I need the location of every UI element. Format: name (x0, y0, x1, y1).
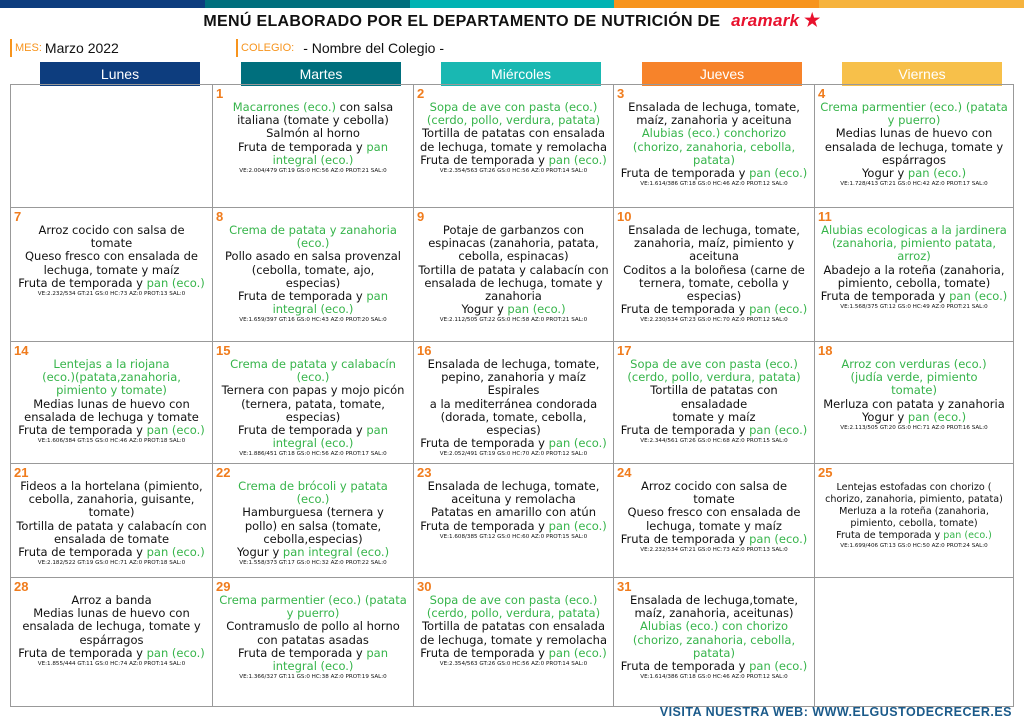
menu-line: Alubias ecologicas a la jardinera (821, 223, 1007, 237)
day-number: 17 (617, 343, 632, 358)
menu-line: aceituna y remolacha (451, 492, 576, 507)
menu-line: (eco.)(patata,zanahoria, (42, 370, 181, 385)
menu-line: maíz, zanahoria y aceituna (636, 113, 792, 128)
day-cell (614, 208, 815, 342)
menu-line: Merluza a la roteña (zanahoria, (839, 506, 989, 517)
menu-line: Coditos a la boloñesa (carne de (623, 262, 805, 277)
menu-line: integral (eco.) (272, 659, 354, 674)
menu-line: Yogur y pan (eco.) (461, 302, 566, 317)
menu-line: Sopa de ave con pasta (eco.) (630, 357, 798, 371)
menu-line: Contramuslo de pollo al horno (226, 619, 400, 634)
menu-text (417, 480, 610, 541)
day-number: 2 (417, 86, 425, 101)
menu-line: Queso fresco con ensalada de (627, 505, 801, 520)
menu-line: integral (eco.) (272, 436, 354, 451)
menu-line: Ensalada de lechuga, tomate, (427, 479, 600, 493)
day-cell (815, 85, 1014, 208)
menu-line: (eco.) (296, 236, 330, 251)
nutrition-info: VE:2.230/534 GT:23 GS:0 HC:70 AZ:0 PROT:12 SAL:0 (640, 317, 788, 324)
day-number: 22 (216, 465, 231, 480)
menu-line: tomate) (88, 505, 135, 520)
menu-text (818, 482, 1010, 550)
day-cell (614, 85, 815, 208)
day-cell (10, 208, 213, 342)
menu-line: Fruta de temporada y pan (eco.) (820, 289, 1008, 304)
day-number: 3 (617, 86, 625, 101)
day-cell (213, 578, 414, 707)
menu-line: (eco.) (296, 492, 330, 507)
day-number: 8 (216, 209, 224, 224)
menu-line: pimiento, cebolla, tomate) (850, 518, 978, 529)
menu-line: especias) (285, 409, 341, 424)
weekday-lunes: Lunes (40, 62, 200, 86)
nutrition-info: VE:1.886/451 GT:18 GS:0 HC:56 AZ:0 PROT:17 SAL:0 (239, 451, 387, 458)
weekday-martes: Martes (241, 62, 401, 86)
nutrition-info: VE:1.568/375 GT:12 GS:0 HC:49 AZ:0 PROT:21 SAL:0 (840, 304, 988, 311)
day-cell (614, 464, 815, 578)
menu-line: de lechuga, tomate y remolacha (419, 139, 608, 154)
menu-line: Ensalada de lechuga, tomate, (628, 223, 800, 237)
weekday-miércoles: Miércoles (441, 62, 601, 86)
menu-line: aceituna (689, 249, 739, 264)
menu-line: especias) (486, 423, 541, 438)
menu-line: Fruta de temporada y pan (eco.) (620, 166, 808, 181)
menu-line: zanahoria (485, 289, 542, 304)
menu-text (216, 480, 410, 567)
menu-text (617, 224, 811, 324)
menu-text (417, 101, 610, 175)
menu-text (216, 594, 410, 681)
menu-line: (dorada, tomate, cebolla, (440, 409, 587, 424)
menu-line: Fruta de temporada y pan (eco.) (620, 659, 808, 674)
menu-line: a la mediterránea condorada (429, 396, 598, 411)
mes-field (10, 38, 230, 58)
day-cell (10, 464, 213, 578)
weekday-header (0, 62, 1024, 86)
menu-line: pepino, zanahoria y maíz Espirales (441, 370, 586, 398)
menu-line: (judía verde, pimiento (850, 370, 978, 385)
weekday-viernes: Viernes (842, 62, 1002, 86)
menu-line: (chorizo, zanahoria, cebolla, (632, 632, 796, 647)
weekday-jueves: Jueves (642, 62, 802, 86)
colegio-field (236, 38, 1016, 58)
menu-line: espinacas (zanahoria, patata, (428, 236, 599, 251)
colegio-label: COLEGIO: (236, 39, 294, 57)
menu-line: (cebolla, tomate, ajo, (251, 262, 375, 277)
day-cell (213, 85, 414, 208)
menu-line: Ensalada de lechuga,tomate, (629, 593, 799, 607)
day-cell (815, 464, 1014, 578)
menu-line: pimiento, cebolla, tomate) (837, 275, 991, 290)
menu-text (818, 101, 1010, 188)
nutrition-info: VE:1.659/397 GT:16 GS:0 HC:43 AZ:0 PROT:20 SAL:0 (239, 317, 387, 324)
menu-line: Ensalada de lechuga, tomate, (427, 357, 600, 371)
menu-line: de lechuga, tomate y remolacha (419, 632, 608, 647)
day-number: 30 (417, 579, 432, 594)
menu-text (617, 101, 811, 188)
menu-line: y puerro) (286, 606, 340, 621)
nutrition-info: VE:2.004/479 GT:19 GS:0 HC:56 AZ:0 PROT:21 SAL:0 (239, 168, 387, 175)
menu-line: Salmón al horno (266, 126, 360, 141)
day-number: 23 (417, 465, 432, 480)
nutrition-info: VE:2.232/534 GT:21 GS:0 HC:73 AZ:0 PROT:13 SAL:0 (640, 547, 788, 554)
menu-text (818, 358, 1010, 432)
menu-line: chorizo, zanahoria, pimiento, patata) (825, 494, 1003, 505)
top-color-bar (0, 0, 1024, 8)
menu-line: Alubias (eco.) con chorizo (639, 619, 788, 634)
menu-line: Merluza con patata y zanahoria (823, 396, 1005, 411)
menu-line: cebolla, zanahoria, guisante, (28, 492, 195, 507)
menu-line: Fruta de temporada y pan (eco.) (620, 423, 808, 438)
day-cell (815, 578, 1014, 707)
day-number: 9 (417, 209, 425, 224)
menu-line: Fruta de temporada y pan (eco.) (420, 518, 607, 533)
top-color-segment (614, 0, 819, 8)
menu-line: ensalada de lechuga, tomate y (824, 139, 1004, 154)
day-number: 21 (14, 465, 29, 480)
menu-line: tomate y maíz (672, 409, 756, 424)
menu-line: Fruta de temporada y pan (237, 423, 389, 438)
menu-line: Abadejo a la roteña (zanahoria, (823, 262, 1005, 277)
menu-line: patata) (693, 645, 735, 660)
day-number: 25 (818, 465, 833, 480)
menu-line: Arroz cocido con salsa de (38, 223, 185, 237)
menu-line: italiana (tomate y cebolla) (237, 113, 389, 128)
day-cell (815, 208, 1014, 342)
day-number: 28 (14, 579, 29, 594)
menu-text (617, 594, 811, 681)
menu-line: Crema parmentier (eco.) (patata (820, 100, 1008, 114)
nutrition-info: VE:1.855/444 GT:11 GS:0 HC:74 AZ:0 PROT:14 SAL:0 (37, 661, 186, 668)
menu-text (417, 594, 610, 668)
day-cell (414, 342, 614, 464)
nutrition-info: VE:1.366/327 GT:11 GS:0 HC:38 AZ:0 PROT:19 SAL:0 (239, 674, 387, 681)
menu-text (14, 594, 209, 668)
menu-line: Fruta de temporada y pan (eco.) (420, 645, 607, 660)
menu-line: Fruta de temporada y pan (eco.) (836, 530, 992, 541)
menu-line: Fruta de temporada y pan (eco.) (18, 645, 205, 660)
menu-line: Fruta de temporada y pan (237, 645, 389, 660)
day-cell (614, 578, 815, 707)
menu-line: Fruta de temporada y pan (eco.) (620, 531, 808, 546)
day-number: 16 (417, 343, 432, 358)
day-number: 18 (818, 343, 833, 358)
menu-line: (zanahoria, pimiento patata, (831, 236, 997, 251)
menu-text (216, 358, 410, 458)
menu-text (417, 358, 610, 458)
menu-line: lechuga, tomate y maíz (646, 518, 782, 533)
day-cell (213, 464, 414, 578)
nutrition-info: VE:2.344/561 GT:26 GS:0 HC:68 AZ:0 PROT:15 SAL:0 (640, 438, 788, 445)
menu-line: Crema de brócoli y patata (238, 479, 388, 493)
day-cell (213, 342, 414, 464)
menu-line: Macarrones (eco.) con salsa (232, 100, 394, 114)
menu-text (617, 480, 811, 554)
menu-line: cebolla, espinacas) (458, 249, 569, 264)
nutrition-info: VE:2.354/563 GT:26 GS:0 HC:56 AZ:0 PROT:14 SAL:0 (439, 661, 588, 668)
nutrition-info: VE:2.112/505 GT:22 GS:0 HC:58 AZ:0 PROT:21 SAL:0 (439, 317, 588, 324)
brand-logo: aramark (731, 11, 800, 30)
menu-line: Yogur y pan (eco.) (861, 166, 967, 181)
day-cell (414, 578, 614, 707)
menu-text (417, 224, 610, 324)
menu-line: tomate (90, 236, 133, 251)
menu-line: Potaje de garbanzos con (442, 223, 585, 237)
menu-line: Hamburguesa (ternera y (242, 505, 384, 520)
menu-line: Patatas en amarillo con atún (431, 505, 596, 520)
colegio-value: - Nombre del Colegio - (303, 40, 445, 56)
menu-line: con patatas asadas (257, 632, 369, 647)
day-number: 11 (818, 209, 832, 224)
nutrition-info: VE:2.232/534 GT:21 GS:0 HC:73 AZ:0 PROT:13 SAL:0 (37, 291, 186, 298)
menu-line: pimiento y tomate) (56, 383, 167, 398)
nutrition-info: VE:1.608/385 GT:12 GS:0 HC:60 AZ:0 PROT:15 SAL:0 (439, 533, 588, 540)
top-color-segment (410, 0, 615, 8)
menu-line: ensalada de lechuga, tomate y (22, 619, 201, 634)
page-title (0, 10, 1024, 38)
menu-line: Tortilla de patatas con ensaladade (650, 383, 778, 411)
nutrition-info: VE:1.614/386 GT:18 GS:0 HC:46 AZ:0 PROT:12 SAL:0 (640, 674, 788, 681)
menu-text (216, 101, 410, 175)
menu-line: Yogur y pan (eco.) (861, 409, 967, 424)
menu-line: (cerdo, pollo, verdura, patata) (426, 606, 601, 621)
nutrition-info: VE:1.614/386 GT:18 GS:0 HC:46 AZ:0 PROT:12 SAL:0 (640, 181, 788, 188)
nutrition-info: VE:1.606/384 GT:15 GS:0 HC:46 AZ:0 PROT:18 SAL:0 (37, 438, 186, 445)
nutrition-info: VE:1.558/373 GT:17 GS:0 HC:32 AZ:0 PROT:22 SAL:0 (239, 560, 387, 567)
menu-line: Ensalada de lechuga, tomate, (628, 100, 800, 114)
menu-text (617, 358, 811, 445)
day-number: 1 (216, 86, 224, 101)
menu-line: lechuga, tomate y maíz (43, 262, 180, 277)
nutrition-info: VE:1.699/406 GT:13 GS:0 HC:50 AZ:0 PROT:24 SAL:0 (840, 543, 988, 549)
menu-text (14, 480, 209, 567)
day-cell (414, 208, 614, 342)
menu-line: Alubias (eco.) conchorizo (641, 126, 787, 141)
nutrition-info: VE:2.182/522 GT:19 GS:0 HC:71 AZ:0 PROT:18 SAL:0 (37, 560, 186, 567)
menu-text (818, 224, 1010, 311)
menu-line: maíz, zanahoria, aceitunas) (634, 606, 794, 621)
menu-line: integral (eco.) (272, 302, 354, 317)
menu-line: Lentejas estofadas con chorizo ( (836, 482, 992, 493)
menu-line: espárragos (881, 152, 947, 167)
menu-text (216, 224, 410, 324)
top-color-segment (205, 0, 410, 8)
menu-line: Arroz cocido con salsa de (640, 479, 788, 493)
menu-line: Fruta de temporada y pan (237, 139, 389, 154)
menu-line: Medias lunas de huevo con (33, 606, 190, 621)
menu-line: Queso fresco con ensalada de (24, 249, 199, 264)
menu-line: Pollo asado en salsa provenzal (225, 249, 401, 264)
menu-line: (chorizo, zanahoria, cebolla, (632, 139, 796, 154)
menu-line: ensalada de lechuga, tomate y (424, 275, 603, 290)
menu-line: Tortilla de patatas con ensalada (421, 619, 606, 634)
menu-text (14, 358, 209, 445)
menu-line: Fruta de temporada y pan (eco.) (18, 423, 205, 438)
day-number: 14 (14, 343, 29, 358)
menu-line: Fruta de temporada y pan (eco.) (420, 152, 607, 167)
day-cell (815, 342, 1014, 464)
menu-line: especias) (686, 289, 742, 304)
menu-line: Tortilla de patata y calabacín con (418, 262, 609, 277)
menu-line: Tortilla de patata y calabacín con (16, 518, 207, 533)
menu-line: Lentejas a la riojana (53, 357, 170, 371)
menu-line: Fruta de temporada y pan (eco.) (18, 545, 205, 560)
menu-line: Sopa de ave con pasta (eco.) (429, 593, 598, 607)
menu-line: Sopa de ave con pasta (eco.) (429, 100, 598, 114)
day-number: 7 (14, 209, 22, 224)
menu-line: tomate) (891, 383, 937, 398)
menu-line: Crema parmentier (eco.) (patata (219, 593, 407, 607)
nutrition-info: VE:2.052/491 GT:19 GS:0 HC:70 AZ:0 PROT:12 SAL:0 (439, 451, 588, 458)
menu-line: Ternera con papas y mojo picón (221, 383, 405, 398)
menu-line: Fruta de temporada y pan (eco.) (18, 275, 205, 290)
day-number: 29 (216, 579, 231, 594)
day-number: 10 (617, 209, 632, 224)
menu-line: ensalada de lechuga y tomate (24, 409, 199, 424)
menu-line: integral (eco.) (272, 152, 354, 167)
day-cell (414, 464, 614, 578)
nutrition-info: VE:2.354/563 GT:26 GS:0 HC:56 AZ:0 PROT:14 SAL:0 (439, 168, 588, 175)
title-text: MENÚ ELABORADO POR EL DEPARTAMENTO DE NUTRICIÓN DE (203, 13, 721, 30)
menu-text (14, 224, 209, 298)
menu-line: Yogur y pan integral (eco.) (236, 545, 390, 560)
menu-calendar (10, 84, 1014, 706)
brand-star-icon: ★ (804, 10, 821, 30)
menu-line: Crema de patata y zanahoria (229, 223, 397, 237)
menu-line: (cerdo, pollo, verdura, patata) (426, 113, 601, 128)
mes-value: Marzo 2022 (44, 40, 119, 56)
top-color-segment (819, 0, 1024, 8)
day-number: 31 (617, 579, 632, 594)
mes-label: MES: (10, 39, 42, 57)
day-cell (10, 85, 213, 208)
menu-line: especias) (285, 275, 341, 290)
menu-line: Fideos a la hortelana (pimiento, (20, 479, 203, 493)
menu-line: Medias lunas de huevo con (33, 396, 190, 411)
menu-line: Fruta de temporada y pan (237, 289, 389, 304)
menu-line: (cerdo, pollo, verdura, patata) (627, 370, 801, 385)
nutrition-info: VE:2.113/505 GT:20 GS:0 HC:71 AZ:0 PROT:16 SAL:0 (840, 425, 988, 432)
menu-line: patata) (693, 152, 735, 167)
day-number: 15 (216, 343, 231, 358)
day-number: 4 (818, 86, 826, 101)
menu-line: ternera, tomate, cebolla y (639, 275, 789, 290)
menu-line: (ternera, patata, tomate, (241, 396, 385, 411)
menu-line: Fruta de temporada y pan (eco.) (420, 436, 607, 451)
menu-line: Tortilla de patatas con ensalada (421, 126, 606, 141)
nutrition-info: VE:1.728/413 GT:21 GS:0 HC:42 AZ:0 PROT:17 SAL:0 (840, 181, 988, 188)
menu-line: Arroz con verduras (eco.) (841, 357, 987, 371)
menu-line: Crema de patata y calabacín (eco.) (230, 357, 396, 385)
top-color-segment (0, 0, 205, 8)
menu-line: tomate (693, 492, 735, 507)
menu-line: arroz) (897, 249, 931, 264)
menu-line: Medias lunas de huevo con (835, 126, 993, 141)
website-footer[interactable]: VISITA NUESTRA WEB: WWW.ELGUSTODECRECER.ES (659, 705, 1012, 719)
day-cell (414, 85, 614, 208)
menu-line: ensalada de tomate (53, 531, 170, 546)
day-cell (614, 342, 815, 464)
day-cell (213, 208, 414, 342)
day-cell (10, 342, 213, 464)
menu-line: espárragos (79, 632, 144, 647)
menu-line: zanahoria, maíz, pimiento y (633, 236, 795, 251)
menu-line: cebolla,especias) (263, 531, 363, 546)
menu-line: y puerro) (887, 113, 941, 128)
day-number: 24 (617, 465, 632, 480)
day-cell (10, 578, 213, 707)
menu-line: Arroz a banda (71, 593, 152, 607)
menu-line: Fruta de temporada y pan (eco.) (620, 302, 808, 317)
menu-line: pollo) en salsa (tomate, (244, 518, 382, 533)
